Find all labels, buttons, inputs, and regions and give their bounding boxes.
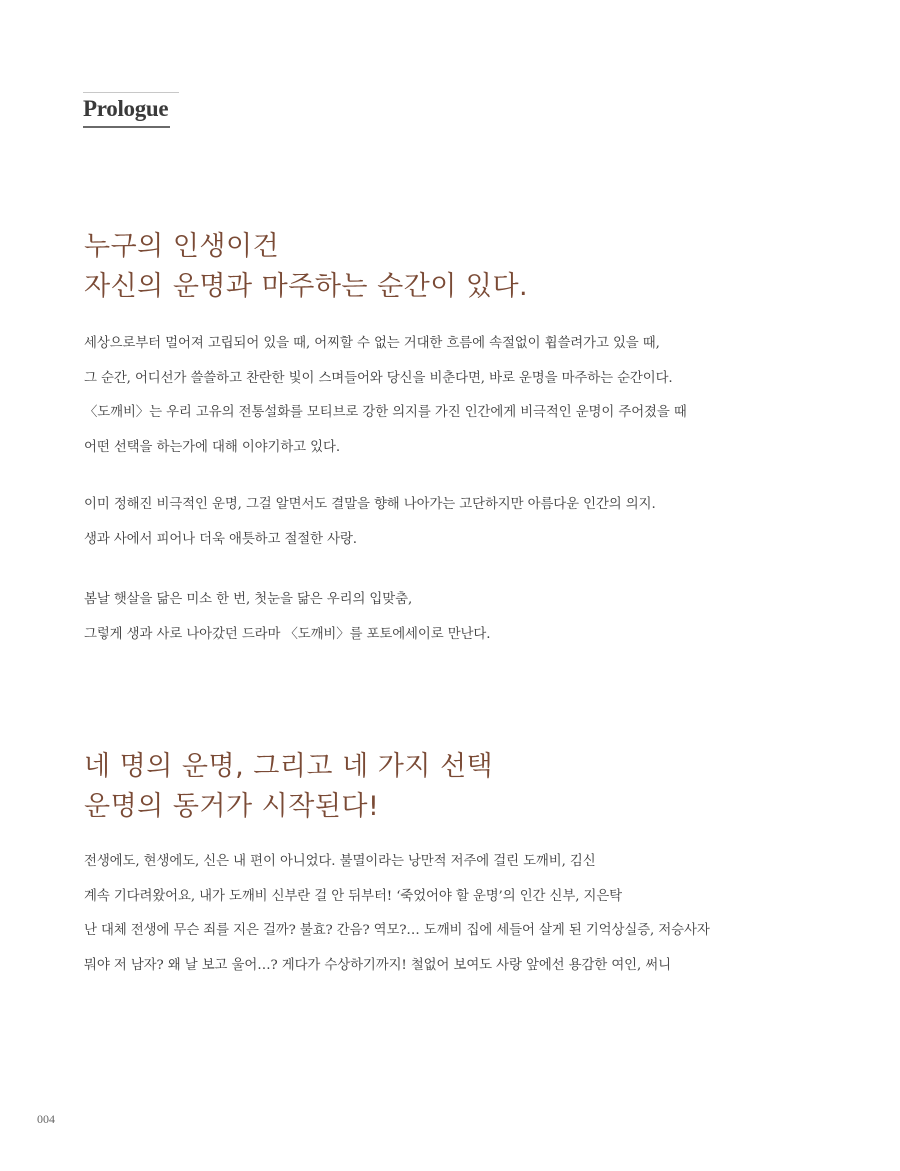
text-line: 전생에도, 현생에도, 신은 내 편이 아니었다. 불멸이라는 낭만적 저주에 걸린 도깨비, 김신 [84,854,596,869]
section-1-paragraph-3 [84,583,490,652]
text-line: 그렇게 생과 사로 나아갔던 드라마 〈도깨비〉를 포토에세이로 만난다. [84,626,491,642]
text-line: 그 순간, 어디선가 쓸쓸하고 찬란한 빛이 스며들어와 당신을 비춘다면, 바로 운명을 마주하는 순간이다. [84,370,673,386]
heading-top-rule [83,92,179,93]
text-line: 이미 정해진 비극적인 운명, 그걸 알면서도 결말을 향해 나아가는 고단하지만 아름다운 인간의 의지. [84,497,656,512]
section-2-paragraph [84,845,710,983]
text-line: 봄날 햇살을 닮은 미소 한 번, 첫눈을 닮은 우리의 입맞춤, [84,592,413,607]
page-number: 004 [37,1112,55,1126]
section-2-title-line: 네 명의 운명, 그리고 네 가지 선택 [84,751,494,782]
text-line: 세상으로부터 멀어져 고립되어 있을 때, 어찌할 수 없는 거대한 흐름에 속절없이 휩쓸려가고 있을 때, [84,336,660,351]
section-1-title-line: 누구의 인생이건 [84,231,280,262]
section-2-title-line: 운명의 동거가 시작된다! [84,791,380,822]
section-1-title-line: 자신의 운명과 마주하는 순간이 있다. [84,271,529,302]
text-line: 뭐야 저 남자? 왜 날 보고 울어…? 게다가 수상하기까지! 철없어 보여도 사랑 앞에선 용감한 여인, 써니 [84,957,671,973]
section-1-title [84,227,528,307]
text-line: 〈도깨비〉는 우리 고유의 전통설화를 모티브로 강한 의지를 가진 인간에게 비극적인 운명이 주어졌을 때 [84,405,687,420]
text-line: 어떤 선택을 하는가에 대해 이야기하고 있다. [84,439,340,455]
text-line: 계속 기다려왔어요, 내가 도깨비 신부란 걸 안 뒤부터! ‘죽었어야 할 운명’의 인간 신부, 지은탁 [84,888,623,904]
text-line: 생과 사에서 피어나 더욱 애틋하고 절절한 사랑. [84,531,357,547]
section-2-title [84,747,493,827]
section-1-paragraph-2 [84,488,656,557]
page-heading: Prologue [83,96,169,121]
section-1-paragraph-1 [84,327,687,465]
heading-underline [83,94,170,128]
text-line: 난 대체 전생에 무슨 죄를 지은 걸까? 불효? 간음? 역모?… 도깨비 집에 세들어 살게 된 기억상실증, 저승사자 [84,923,710,938]
